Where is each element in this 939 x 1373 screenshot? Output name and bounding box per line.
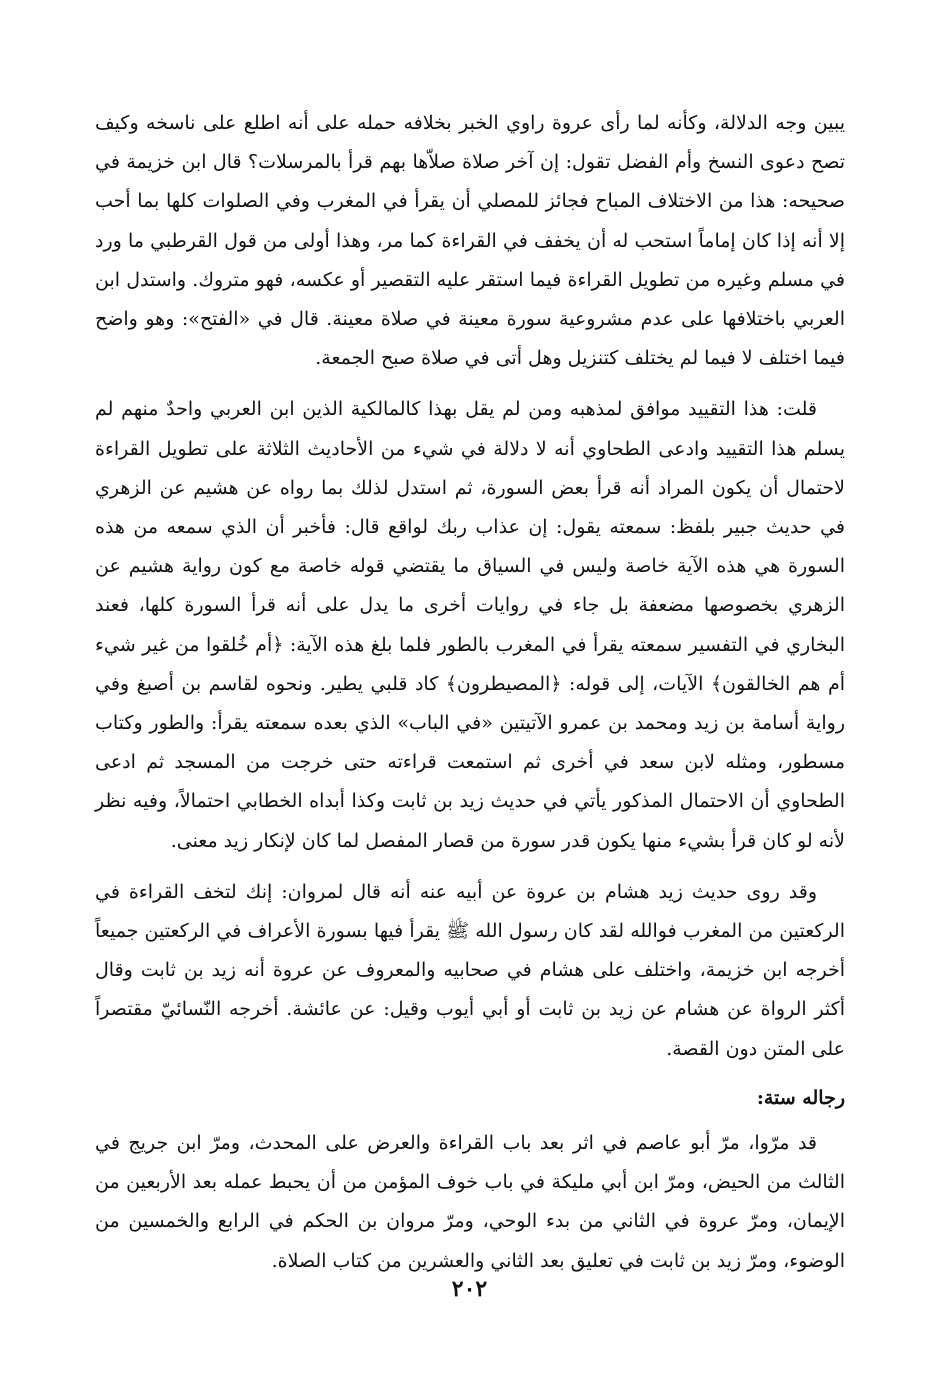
paragraph-3: وقد روى حديث زيد هشام بن عروة عن أبيه عنه أنه قال لمروان: إنك لتخف القراءة في الركعتين من المغرب فوالله لقد كان رسول الله ﷺ يقرأ فيها بسورة الأعراف في الركعتين جميعاً أخرجه ابن خزيمة، واختلف على هشام في صحابيه والمعروف عن عروة أنه زيد بن ثابت وقال أكثر الرواة عن هشام عن زيد بن ثابت أو أبي أيوب وقيل: عن عائشة. أخرجه النّسائيّ مقتصراً على المتن دون القصة. (95, 880, 845, 1060)
page-body (95, 104, 845, 1281)
section-heading: رجاله ستة: (756, 1086, 845, 1109)
page-number: ٢٠٢ (451, 1276, 488, 1302)
paragraph-2: قلت: هذا التقييد موافق لمذهبه ومن لم يقل بهذا كالمالكية الذين ابن العربي واحدٌ منهم لم يسلم هذا التقييد وادعى الطحاوي أنه لا دلالة في شيء من الأحاديث الثلاثة على تطويل القراءة لاحتمال أن يكون المراد أنه قرأ بعض السورة، ثم استدل لذلك بما رواه عن هشيم عن الزهري في حديث جبير بلفظ: سمعته يقول: إن عذاب ربك لواقع قال: فأخبر أن الذي سمعه من هذه السورة هي هذه الآية خاصة وليس في السياق ما يقتضي قوله خاصة مع كون رواية هشيم عن الزهري بخصوصها مضعفة بل جاء في روايات أخرى ما يدل على أنه قرأ السورة كلها، فعند البخاري في التفسير سمعته يقرأ في المغرب بالطور فلما بلغ هذه الآية: ﴿أم خُلقوا من غير شيء أم هم الخالقون﴾ الآيات، إلى قوله: ﴿المصيطرون﴾ كاد قلبي يطير. ونحوه لقاسم بن أصبغ وفي رواية أسامة بن زيد ومحمد بن عمرو الآتيتين «في الباب» الذي بعده سمعته يقرأ: والطور وكتاب مسطور، ومثله لابن سعد في أخرى ثم استمعت قراءته حتى خرجت من المسجد ثم ادعى الطحاوي أن الاحتمال المذكور يأتي في حديث زيد بن ثابت وكذا أبداه الخطابي احتمالاً، وفيه نظر لأنه لو كان قرأ بشيء منها يكون قدر سورة من قصار المفصل لما كان لإنكار زيد معنى. (95, 398, 845, 852)
paragraph-4: قد مرّوا، مرّ أبو عاصم في اثر بعد باب القراءة والعرض على المحدث، ومرّ ابن جريج في الثالث من الحيض، ومرّ ابن أبي مليكة في باب خوف المؤمن من أن يحبط عمله بعد الأربعين من الإيمان، ومرّ عروة في الثاني من بدء الوحي، ومرّ مروان بن الحكم في الرابع والخمسين من الوضوء، ومرّ زيد بن ثابت في تعليق بعد الثاني والعشرين من كتاب الصلاة. (95, 1132, 845, 1272)
paragraph-1: يبين وجه الدلالة، وكأنه لما رأى عروة راوي الخبر بخلافه حمله على أنه اطلع على ناسخه وكيف تصح دعوى النسخ وأم الفضل تقول: إن آخر صلاة صلاّها بهم قرأ بالمرسلات؟ قال ابن خزيمة في صحيحه: هذا من الاختلاف المباح فجائز للمصلي أن يقرأ في المغرب وفي الصلوات كلها بما أحب إلا أنه إذا كان إماماً استحب له أن يخفف في القراءة كما مر، وهذا أولى من قول القرطبي ما ورد في مسلم وغيره من تطويل القراءة فيما استقر عليه التقصير أو عكسه، فهو متروك. واستدل ابن العربي باختلافها على عدم مشروعية سورة معينة في صلاة معينة. قال في «الفتح»: وهو واضح فيما اختلف لا فيما لم يختلف كتنزيل وهل أتى في صلاة صبح الجمعة. (95, 112, 845, 370)
